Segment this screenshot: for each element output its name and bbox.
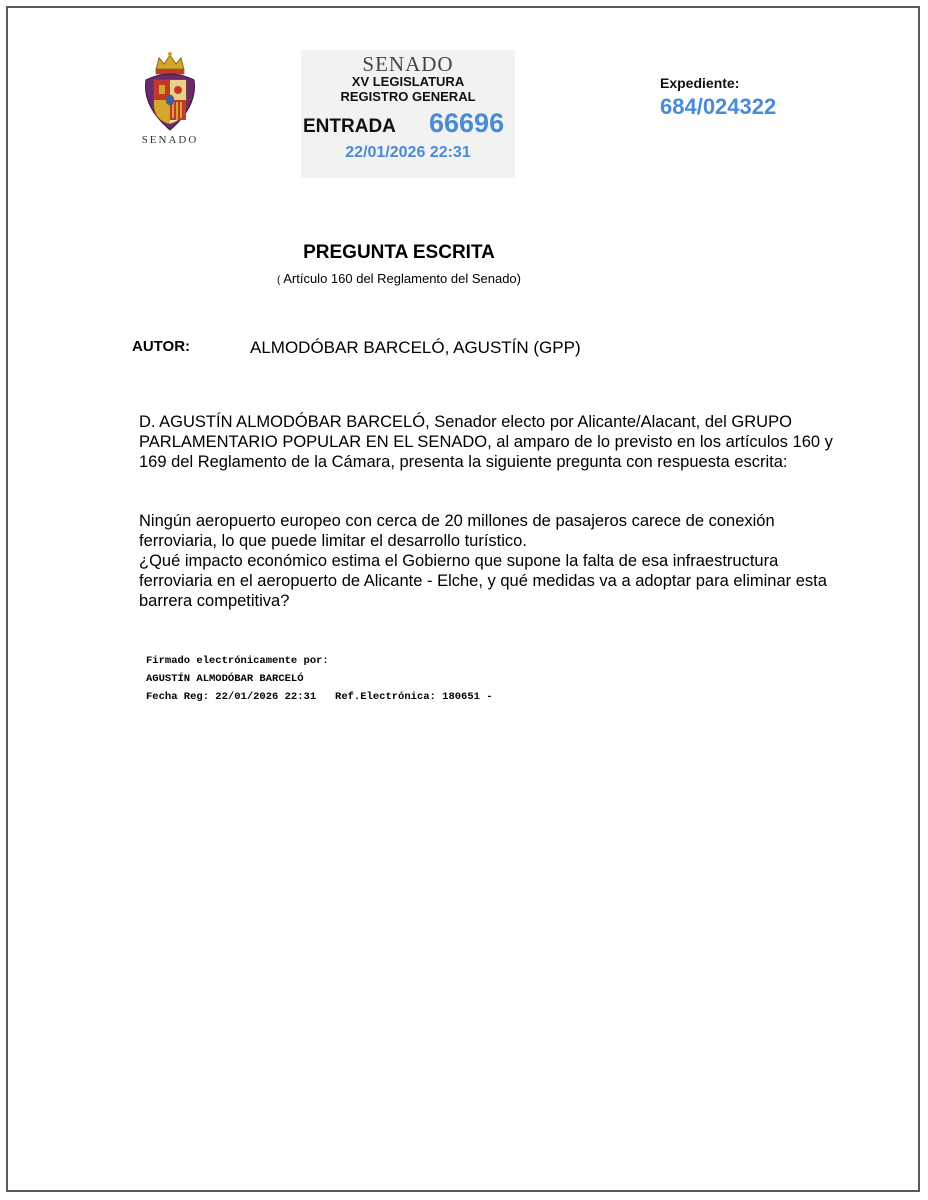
stamp-entry-number: 66696 [429, 108, 505, 138]
document-page [6, 6, 920, 1192]
stamp-registry: REGISTRO GENERAL [340, 89, 476, 104]
autor-label: AUTOR: [132, 338, 191, 355]
subtitle-open-paren: ( [276, 275, 281, 286]
stamp-chamber: SENADO [362, 52, 454, 76]
question-context: Ningún aeropuerto europeo con cerca de 20 millones de pasajeros carece de conexión ferroviaria, lo que puede limitar el desarrollo turístico. [139, 512, 775, 550]
question-text: ¿Qué impacto económico estima el Gobierno que supone la falta de esa infraestructura ferroviaria en el aeropuerto de Alicante - Elche, y qué medidas va a adoptar para eliminar esta barrera competitiva? [139, 552, 827, 610]
expediente-label: Expediente: [660, 75, 740, 91]
intro-paragraph: D. AGUSTÍN ALMODÓBAR BARCELÓ, Senador electo por Alicante/Alacant, del GRUPO PARLAMENTARIO POPULAR EN EL SENADO, al amparo de lo previsto en los artículos 160 y 169 del Reglamento de la Cámara, presenta la siguiente pregunta con respuesta escrita: [139, 413, 833, 471]
senado-logo [132, 50, 208, 150]
expediente-number: 684/024322 [660, 94, 777, 119]
senado-crest-icon [132, 50, 208, 132]
signature-signer: AGUSTÍN ALMODÓBAR BARCELÓ [146, 673, 304, 685]
registry-stamp [301, 50, 515, 178]
autor-name: ALMODÓBAR BARCELÓ, AGUSTÍN (GPP) [250, 338, 581, 357]
stamp-datetime: 22/01/2026 22:31 [345, 144, 471, 161]
document-title: PREGUNTA ESCRITA [303, 242, 495, 263]
document-subtitle [8, 271, 790, 286]
subtitle-text: Artículo 160 del Reglamento del Senado) [280, 271, 521, 286]
logo-label: SENADO [141, 134, 199, 146]
stamp-entry-label: ENTRADA [303, 116, 396, 137]
signature-line-1: Firmado electrónicamente por: [146, 655, 329, 667]
question-block [139, 511, 839, 611]
signature-registration: Fecha Reg: 22/01/2026 22:31 Ref.Electrónica: 180651 - [146, 691, 493, 703]
stamp-legislature: XV LEGISLATURA [351, 74, 465, 89]
